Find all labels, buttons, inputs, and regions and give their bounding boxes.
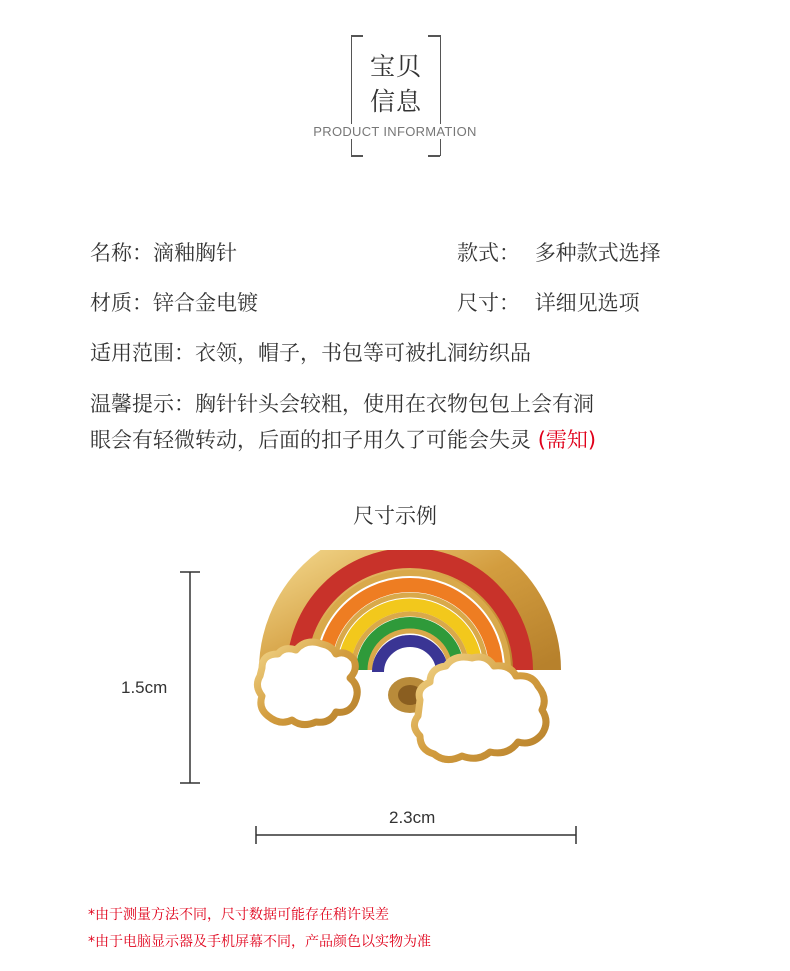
- header-title-line1: 宝贝: [369, 52, 422, 81]
- name-label: 名称：: [90, 241, 153, 265]
- tip-label: 温馨提示：: [90, 392, 195, 416]
- style-label: 款式：: [457, 241, 520, 265]
- size-label: 尺寸：: [457, 291, 520, 315]
- footnote-color: *由于电脑显示器及手机屏幕不同，产品颜色以实物为准: [88, 934, 431, 950]
- material-label: 材质：: [90, 291, 153, 315]
- name-value: 滴釉胸针: [153, 241, 237, 265]
- size-value: 详细见选项: [534, 291, 640, 315]
- tip-emphasis: (需知): [537, 428, 597, 452]
- info-style: [457, 238, 661, 268]
- footnote-measurement: *由于测量方法不同，尺寸数据可能存在稍许误差: [88, 907, 389, 923]
- info-tip-line1: [90, 389, 594, 419]
- usage-label: 适用范围：: [90, 341, 195, 365]
- rainbow-blue-band: [378, 641, 442, 672]
- height-dimension-line: [170, 560, 210, 790]
- material-value: 锌合金电镀: [153, 291, 258, 315]
- width-label: 2.3cm: [389, 808, 436, 827]
- info-tip-line2: [90, 425, 596, 455]
- info-material: [90, 288, 258, 318]
- header-frame-bottom-left: [351, 155, 363, 157]
- tip-text-line2: 眼会有轻微转动，后面的扣子用久了可能会失灵: [90, 428, 531, 452]
- header-frame-top-right: [428, 35, 440, 37]
- info-name: [90, 238, 237, 268]
- right-cloud: [414, 657, 546, 760]
- rainbow-brooch-image: [240, 550, 590, 800]
- header-subtitle: PRODUCT INFORMATION: [295, 124, 495, 139]
- style-value: 多种款式选择: [534, 241, 661, 265]
- size-example-title: 尺寸示例: [353, 504, 437, 528]
- info-size: [457, 288, 640, 318]
- left-cloud: [257, 642, 357, 725]
- height-label: 1.5cm: [121, 678, 168, 697]
- usage-value: 衣领，帽子，书包等可被扎洞纺织品: [195, 341, 531, 365]
- info-usage: [90, 338, 531, 368]
- header-frame-top-left: [351, 35, 363, 37]
- header-title-line2: 信息: [369, 87, 422, 116]
- tip-text-line1: 胸针针头会较粗，使用在衣物包包上会有洞: [195, 392, 594, 416]
- header-frame-bottom-right: [428, 155, 440, 157]
